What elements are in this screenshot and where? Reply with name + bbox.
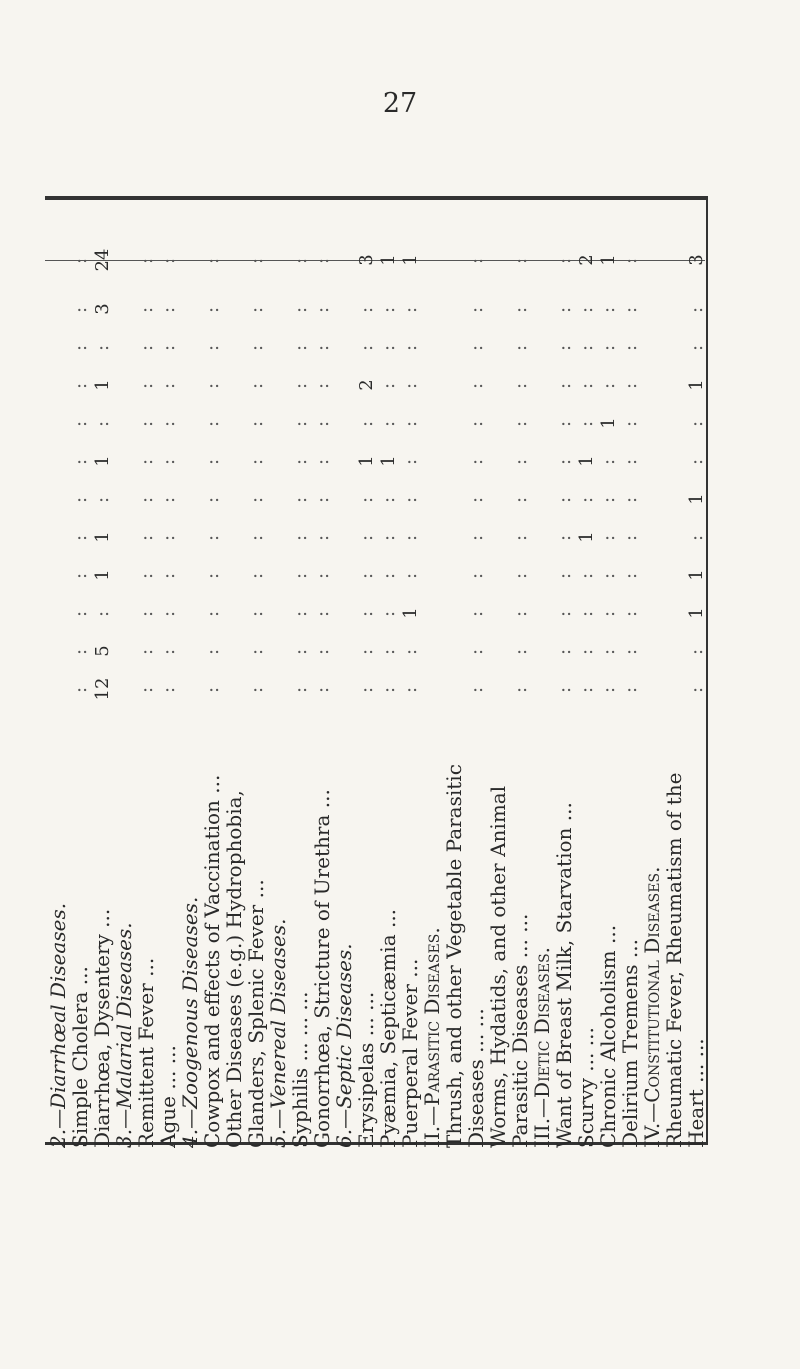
age-cell: :: [685, 684, 707, 694]
row-label: 6.—Septic Diseases.: [332, 943, 356, 1148]
age-cell: :: [509, 494, 531, 504]
total-cell: :: [289, 255, 311, 265]
table-row: [663, 198, 685, 1148]
age-cell: :: [377, 570, 399, 580]
total-cell: 1: [377, 254, 399, 266]
age-cell: :: [201, 532, 223, 542]
age-cell: :: [69, 380, 91, 390]
age-cell: :: [399, 304, 421, 314]
age-cell: :: [377, 380, 399, 390]
age-cell: 3: [91, 303, 113, 315]
age-cell: :: [201, 494, 223, 504]
age-cell: :: [399, 684, 421, 694]
total-cell: :: [69, 255, 91, 265]
age-cell: :: [245, 494, 267, 504]
age-cell: :: [597, 456, 619, 466]
age-cell: :: [509, 608, 531, 618]
age-cell: :: [69, 418, 91, 428]
row-label: Heart ... ...: [684, 1038, 708, 1148]
age-cell: :: [311, 342, 333, 352]
age-cell: :: [289, 304, 311, 314]
age-cell: :: [465, 418, 487, 428]
age-cell: :: [311, 456, 333, 466]
age-cell: :: [597, 494, 619, 504]
row-label: Ague ... ...: [156, 1045, 180, 1148]
age-cell: :: [91, 494, 113, 504]
row-label: Thrush, and other Vegetable Parasitic: [442, 764, 466, 1148]
age-cell: :: [377, 304, 399, 314]
age-cell: :: [289, 532, 311, 542]
age-cell: :: [69, 494, 91, 504]
age-cell: :: [465, 532, 487, 542]
age-cell: :: [575, 570, 597, 580]
total-cell: :: [135, 255, 157, 265]
age-cell: :: [399, 532, 421, 542]
age-cell: :: [69, 646, 91, 656]
age-cell: :: [355, 684, 377, 694]
row-label: Glanders, Splenic Fever ...: [244, 879, 268, 1148]
age-cell: :: [135, 342, 157, 352]
age-cell: :: [509, 456, 531, 466]
age-cell: :: [69, 532, 91, 542]
table-row: [47, 198, 69, 1148]
age-cell: 1: [91, 455, 113, 467]
age-cell: :: [553, 456, 575, 466]
total-cell: :: [509, 255, 531, 265]
age-cell: :: [619, 494, 641, 504]
age-cell: :: [465, 342, 487, 352]
age-cell: :: [509, 304, 531, 314]
age-cell: :: [597, 570, 619, 580]
age-cell: :: [465, 646, 487, 656]
age-cell: :: [685, 646, 707, 656]
age-cell: :: [377, 646, 399, 656]
row-label: Chronic Alcoholism ...: [596, 924, 620, 1148]
age-cell: :: [399, 456, 421, 466]
age-cell: :: [157, 684, 179, 694]
age-cell: :: [619, 532, 641, 542]
row-label: Delirium Tremens ...: [618, 939, 642, 1148]
age-cell: :: [245, 456, 267, 466]
age-cell: :: [685, 532, 707, 542]
age-cell: 5: [91, 645, 113, 657]
age-cell: 1: [399, 607, 421, 619]
age-cell: :: [377, 532, 399, 542]
age-cell: :: [135, 304, 157, 314]
age-cell: :: [509, 646, 531, 656]
age-cell: :: [355, 608, 377, 618]
age-cell: :: [289, 646, 311, 656]
age-cell: :: [399, 570, 421, 580]
age-cell: :: [135, 646, 157, 656]
age-cell: :: [619, 646, 641, 656]
age-cell: 1: [685, 379, 707, 391]
table-row: [553, 198, 575, 1148]
age-cell: 1: [377, 455, 399, 467]
age-cell: :: [201, 418, 223, 428]
age-cell: :: [619, 456, 641, 466]
age-cell: :: [201, 304, 223, 314]
table-row: [575, 198, 597, 1148]
age-cell: :: [619, 342, 641, 352]
age-cell: :: [553, 418, 575, 428]
total-cell: 24: [91, 248, 113, 272]
age-cell: :: [201, 342, 223, 352]
age-cell: :: [553, 608, 575, 618]
age-cell: :: [377, 684, 399, 694]
age-cell: :: [245, 532, 267, 542]
table-row: [531, 198, 553, 1148]
age-cell: :: [157, 342, 179, 352]
table-row: [69, 198, 91, 1148]
total-cell: 3: [685, 254, 707, 266]
age-cell: :: [465, 570, 487, 580]
age-cell: :: [135, 456, 157, 466]
age-cell: :: [245, 342, 267, 352]
age-cell: :: [509, 418, 531, 428]
table-row: [399, 198, 421, 1148]
age-cell: :: [553, 304, 575, 314]
age-cell: :: [553, 532, 575, 542]
age-cell: 1: [575, 455, 597, 467]
row-label: III.—Dietic Diseases.: [530, 946, 554, 1148]
age-cell: :: [575, 304, 597, 314]
age-cell: :: [245, 570, 267, 580]
rotated-mortality-table: [45, 198, 708, 1148]
age-cell: 1: [91, 379, 113, 391]
age-cell: :: [685, 418, 707, 428]
row-label: 4.—Zoogenous Diseases.: [178, 896, 202, 1148]
age-cell: :: [289, 570, 311, 580]
age-cell: :: [201, 570, 223, 580]
age-cell: :: [201, 684, 223, 694]
age-cell: :: [399, 380, 421, 390]
age-cell: :: [597, 380, 619, 390]
total-cell: :: [311, 255, 333, 265]
age-cell: :: [553, 684, 575, 694]
age-cell: :: [245, 380, 267, 390]
age-cell: 1: [685, 569, 707, 581]
age-cell: :: [597, 304, 619, 314]
table-row: [597, 198, 619, 1148]
age-cell: :: [135, 570, 157, 580]
age-cell: :: [355, 494, 377, 504]
age-cell: 1: [355, 455, 377, 467]
table-row: [135, 198, 157, 1148]
age-cell: :: [69, 456, 91, 466]
row-label: Diseases ... ...: [464, 1008, 488, 1148]
age-cell: 1: [91, 569, 113, 581]
age-cell: :: [245, 608, 267, 618]
age-cell: :: [311, 418, 333, 428]
age-cell: :: [575, 608, 597, 618]
table-row: [465, 198, 487, 1148]
age-cell: :: [685, 304, 707, 314]
age-cell: :: [553, 646, 575, 656]
total-cell: 2: [575, 254, 597, 266]
age-cell: :: [157, 456, 179, 466]
table-row: [443, 198, 465, 1148]
age-cell: :: [509, 570, 531, 580]
row-label: Scurvy ... ...: [574, 1027, 598, 1148]
age-cell: :: [69, 304, 91, 314]
table-row: [619, 198, 641, 1148]
total-cell: :: [245, 255, 267, 265]
age-cell: :: [377, 418, 399, 428]
table-row: [179, 198, 201, 1148]
age-cell: :: [289, 418, 311, 428]
age-cell: :: [157, 494, 179, 504]
age-cell: :: [311, 608, 333, 618]
age-cell: :: [201, 646, 223, 656]
age-cell: :: [685, 342, 707, 352]
table-row: [641, 198, 663, 1148]
age-cell: :: [575, 342, 597, 352]
age-cell: :: [135, 380, 157, 390]
age-cell: :: [289, 342, 311, 352]
age-cell: :: [553, 380, 575, 390]
age-cell: :: [509, 380, 531, 390]
row-label: 3.—Malarial Diseases.: [112, 922, 136, 1148]
age-cell: :: [465, 494, 487, 504]
age-cell: :: [575, 418, 597, 428]
age-cell: :: [69, 608, 91, 618]
age-cell: :: [465, 380, 487, 390]
age-cell: :: [69, 570, 91, 580]
age-cell: :: [399, 342, 421, 352]
row-label: Parasitic Diseases ... ...: [508, 913, 532, 1148]
age-cell: :: [245, 684, 267, 694]
row-label: Syphilis ... ... ...: [288, 991, 312, 1148]
total-cell: :: [553, 255, 575, 265]
age-cell: 1: [685, 493, 707, 505]
total-cell: 1: [597, 254, 619, 266]
age-cell: :: [311, 570, 333, 580]
age-cell: :: [597, 532, 619, 542]
table-row: [91, 198, 113, 1148]
age-cell: :: [355, 646, 377, 656]
row-label: Erysipelas ... ...: [354, 991, 378, 1148]
age-cell: :: [465, 456, 487, 466]
age-cell: :: [135, 418, 157, 428]
row-label: Want of Breast Milk, Starvation ...: [552, 802, 576, 1148]
age-cell: :: [91, 342, 113, 352]
age-cell: :: [553, 570, 575, 580]
age-cell: :: [157, 608, 179, 618]
age-cell: :: [289, 684, 311, 694]
age-cell: :: [157, 532, 179, 542]
age-cell: :: [355, 532, 377, 542]
age-cell: :: [575, 646, 597, 656]
table-row: [289, 198, 311, 1148]
row-label: Pyæmia, Septicæmia ...: [376, 908, 400, 1148]
age-cell: :: [201, 456, 223, 466]
total-cell: 1: [399, 254, 421, 266]
age-cell: :: [135, 532, 157, 542]
table-row: [157, 198, 179, 1148]
age-cell: 1: [685, 607, 707, 619]
age-cell: :: [355, 342, 377, 352]
age-cell: :: [465, 684, 487, 694]
table-row: [333, 198, 355, 1148]
table-row: [311, 198, 333, 1148]
age-cell: :: [311, 646, 333, 656]
age-cell: :: [355, 418, 377, 428]
table-row: [201, 198, 223, 1148]
age-cell: :: [311, 304, 333, 314]
age-cell: :: [355, 304, 377, 314]
page-number: 27: [382, 88, 418, 119]
table-row: [267, 198, 289, 1148]
age-cell: :: [399, 418, 421, 428]
age-cell: :: [289, 456, 311, 466]
age-cell: 2: [355, 379, 377, 391]
row-label: Worms, Hydatids, and other Animal: [486, 785, 510, 1148]
row-label: 2.—Diarrhœal Diseases.: [46, 902, 70, 1148]
age-cell: :: [157, 380, 179, 390]
age-cell: :: [465, 304, 487, 314]
total-cell: :: [465, 255, 487, 265]
age-cell: :: [597, 684, 619, 694]
age-cell: :: [509, 342, 531, 352]
age-cell: :: [399, 646, 421, 656]
age-cell: :: [575, 380, 597, 390]
age-cell: :: [289, 494, 311, 504]
age-cell: :: [355, 570, 377, 580]
table-row: [245, 198, 267, 1148]
age-cell: :: [245, 418, 267, 428]
table-row: [685, 198, 707, 1148]
age-cell: :: [201, 380, 223, 390]
age-cell: :: [311, 494, 333, 504]
age-cell: :: [575, 684, 597, 694]
row-label: Gonorrhœa, Stricture of Urethra ...: [310, 789, 334, 1148]
total-cell: :: [619, 255, 641, 265]
row-label: Remittent Fever ...: [134, 957, 158, 1148]
age-cell: :: [377, 342, 399, 352]
age-cell: :: [619, 570, 641, 580]
total-cell: :: [157, 255, 179, 265]
row-label: Puerperal Fever ...: [398, 958, 422, 1148]
age-cell: :: [91, 418, 113, 428]
age-cell: :: [69, 342, 91, 352]
row-label: 5.—Venereal Diseases.: [266, 918, 290, 1148]
table-row: [223, 198, 245, 1148]
table-row: [113, 198, 135, 1148]
row-label: IV.—Constitutional Diseases.: [640, 866, 664, 1148]
table-row: [487, 198, 509, 1148]
age-cell: :: [157, 570, 179, 580]
row-label: II.—Parasitic Diseases.: [420, 927, 444, 1148]
age-cell: :: [377, 494, 399, 504]
age-cell: :: [157, 418, 179, 428]
row-label: Cowpox and effects of Vaccination ...: [200, 774, 224, 1148]
age-cell: :: [135, 684, 157, 694]
age-cell: :: [619, 608, 641, 618]
age-cell: :: [619, 380, 641, 390]
age-cell: :: [553, 494, 575, 504]
age-cell: :: [597, 646, 619, 656]
age-cell: :: [289, 608, 311, 618]
age-cell: :: [135, 608, 157, 618]
age-cell: :: [619, 684, 641, 694]
age-cell: :: [509, 684, 531, 694]
age-cell: 1: [597, 417, 619, 429]
age-cell: :: [553, 342, 575, 352]
age-cell: :: [311, 684, 333, 694]
age-cell: :: [597, 608, 619, 618]
age-cell: :: [157, 304, 179, 314]
row-label: Simple Cholera ...: [68, 966, 92, 1148]
table-row: [377, 198, 399, 1148]
age-cell: :: [91, 608, 113, 618]
age-cell: :: [311, 532, 333, 542]
age-cell: :: [245, 646, 267, 656]
age-cell: 12: [91, 677, 113, 701]
age-cell: :: [157, 646, 179, 656]
age-cell: :: [311, 380, 333, 390]
age-cell: :: [619, 418, 641, 428]
total-cell: 3: [355, 254, 377, 266]
age-cell: :: [465, 608, 487, 618]
age-cell: :: [685, 456, 707, 466]
age-cell: :: [575, 494, 597, 504]
age-cell: :: [69, 684, 91, 694]
age-cell: :: [619, 304, 641, 314]
age-cell: :: [289, 380, 311, 390]
age-cell: :: [377, 608, 399, 618]
table-row: [509, 198, 531, 1148]
table-row: [421, 198, 443, 1148]
age-cell: :: [597, 342, 619, 352]
age-cell: :: [399, 494, 421, 504]
table-row: [355, 198, 377, 1148]
row-label: Diarrhœa, Dysentery ...: [90, 908, 114, 1148]
age-cell: 1: [575, 531, 597, 543]
total-cell: :: [201, 255, 223, 265]
age-cell: :: [509, 532, 531, 542]
row-label: Rheumatic Fever, Rheumatism of the: [662, 772, 686, 1148]
age-cell: :: [245, 304, 267, 314]
age-cell: :: [201, 608, 223, 618]
age-cell: :: [135, 494, 157, 504]
row-label: Other Diseases (e.g.) Hydrophobia,: [222, 790, 246, 1148]
age-cell: 1: [91, 531, 113, 543]
